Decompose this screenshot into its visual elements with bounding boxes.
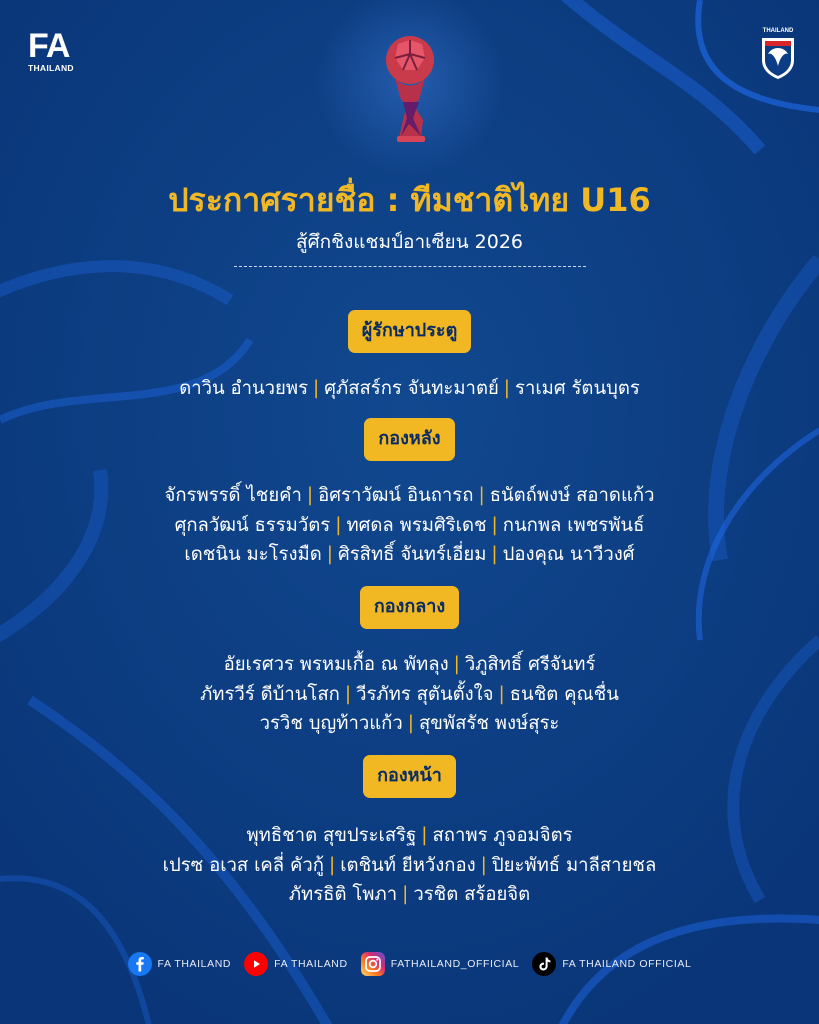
dashed-divider <box>234 266 586 267</box>
page-subtitle: สู้ศึกชิงแชมป์อาเซียน 2026 <box>295 231 524 253</box>
player-name: ศุภัสสร์กร จันทะมาตย์ <box>324 378 499 399</box>
thailand-team-crest <box>758 28 798 82</box>
social-footer <box>0 952 819 976</box>
social-label: FA THAILAND <box>157 958 232 970</box>
section-badge-defenders: กองหลัง <box>364 418 454 461</box>
name-separator: | <box>306 485 314 506</box>
instagram-icon <box>361 952 385 976</box>
section-defenders-header <box>0 418 819 461</box>
name-separator: | <box>326 544 333 565</box>
page-title: ประกาศรายชื่อ : ทีมชาติไทย U16 <box>168 181 651 219</box>
name-separator: | <box>344 683 352 705</box>
name-line <box>0 374 819 404</box>
social-label: FA THAILAND OFFICIAL <box>562 958 692 970</box>
section-badge-midfielders: กองกลาง <box>360 586 459 629</box>
player-name: อัยเรศวร พรหมเกื้อ ณ พัทลุง <box>223 654 449 675</box>
player-name: ราเมศ รัตนบุตร <box>515 378 640 399</box>
player-name: จักรพรรดิ์ ไชยคำ <box>164 485 302 506</box>
player-name: ศิรสิทธิ์ จันทร์เอี่ยม <box>337 544 487 565</box>
name-separator: | <box>498 683 505 705</box>
name-line <box>0 821 819 851</box>
name-line <box>0 650 819 680</box>
crest-caption: THAILAND <box>762 28 794 34</box>
facebook-icon <box>128 952 152 976</box>
social-link-tiktok[interactable] <box>532 952 691 976</box>
fa-logo-text: FA <box>28 27 70 65</box>
name-separator: | <box>402 884 409 905</box>
player-name: เดชนิน มะโรงมืด <box>184 544 322 565</box>
player-name: ธนัตถ์พงษ์ สอาดแก้ว <box>489 485 655 506</box>
trophy-icon <box>373 28 447 148</box>
player-name: ภัทรวีร์ ดีบ้านโสก <box>200 683 340 705</box>
social-link-youtube[interactable] <box>244 952 348 976</box>
section-badge-forwards: กองหน้า <box>363 755 456 798</box>
fa-thailand-logo <box>28 27 88 73</box>
name-line <box>0 481 819 511</box>
name-separator: | <box>421 825 428 846</box>
name-separator: | <box>313 378 320 399</box>
name-line <box>0 851 819 881</box>
name-line <box>0 540 819 570</box>
player-name: สถาพร ภูจอมจิตร <box>432 825 573 846</box>
name-separator: | <box>407 713 414 734</box>
player-name: วรวิช บุญท้าวแก้ว <box>259 713 403 734</box>
player-name: ทศดล พรมศิริเดช <box>346 514 487 536</box>
name-line <box>0 680 819 710</box>
name-separator: | <box>480 854 487 876</box>
youtube-icon <box>244 952 268 976</box>
crest-shield-icon <box>760 36 796 80</box>
player-name: วีรภัทร สุตันตั้งใจ <box>356 683 494 705</box>
player-name: ศุกลวัฒน์ ธรรมวัตร <box>174 514 331 536</box>
player-name: พุทธิชาต สุขประเสริฐ <box>246 825 417 846</box>
player-name: ภัทรธิติ โพภา <box>288 884 398 905</box>
player-name: เตชินท์ ยีหวังกอง <box>340 854 476 876</box>
player-name: เปรซ อเวส เคลี่ คัวกู้ <box>162 854 324 876</box>
name-separator: | <box>491 514 498 536</box>
player-name: ดาวิน อำนวยพร <box>179 378 309 399</box>
section-forwards-header <box>0 755 819 798</box>
player-name: อิศราวัฒน์ อินถารถ <box>318 485 474 506</box>
defenders-list <box>0 481 819 570</box>
name-line <box>0 709 819 739</box>
section-midfielders-header <box>0 586 819 629</box>
name-separator: | <box>329 854 336 876</box>
player-name: ธนชิต คุณชื่น <box>509 683 619 705</box>
midfielders-list <box>0 650 819 739</box>
section-goalkeepers-header <box>0 310 819 353</box>
section-badge-goalkeepers: ผู้รักษาประตู <box>348 310 472 353</box>
forwards-list <box>0 821 819 910</box>
social-label: FATHAILAND_OFFICIAL <box>390 958 520 970</box>
fa-logo-subtext: THAILAND <box>28 63 74 73</box>
social-label: FA THAILAND <box>274 958 348 970</box>
name-line <box>0 880 819 910</box>
name-line <box>0 511 819 541</box>
player-name: สุขพัสรัช พงษ์สุระ <box>418 713 560 734</box>
player-name: ปิยะพัทธ์ มาลีสายชล <box>491 854 657 876</box>
name-separator: | <box>478 485 485 506</box>
goalkeepers-list <box>0 374 819 404</box>
social-link-instagram[interactable] <box>361 952 519 976</box>
name-separator: | <box>335 514 342 536</box>
player-name: วรชิต สร้อยจิต <box>413 884 531 905</box>
name-separator: | <box>503 378 511 399</box>
social-link-facebook[interactable] <box>128 952 232 976</box>
player-name: วิภูสิทธิ์ ศรีจันทร์ <box>464 654 596 675</box>
player-name: ปองคุณ นาวีวงศ์ <box>502 544 635 565</box>
player-name: กนกพล เพชรพันธ์ <box>502 514 645 536</box>
name-separator: | <box>491 544 498 565</box>
name-separator: | <box>453 654 460 675</box>
tiktok-icon <box>532 952 556 976</box>
